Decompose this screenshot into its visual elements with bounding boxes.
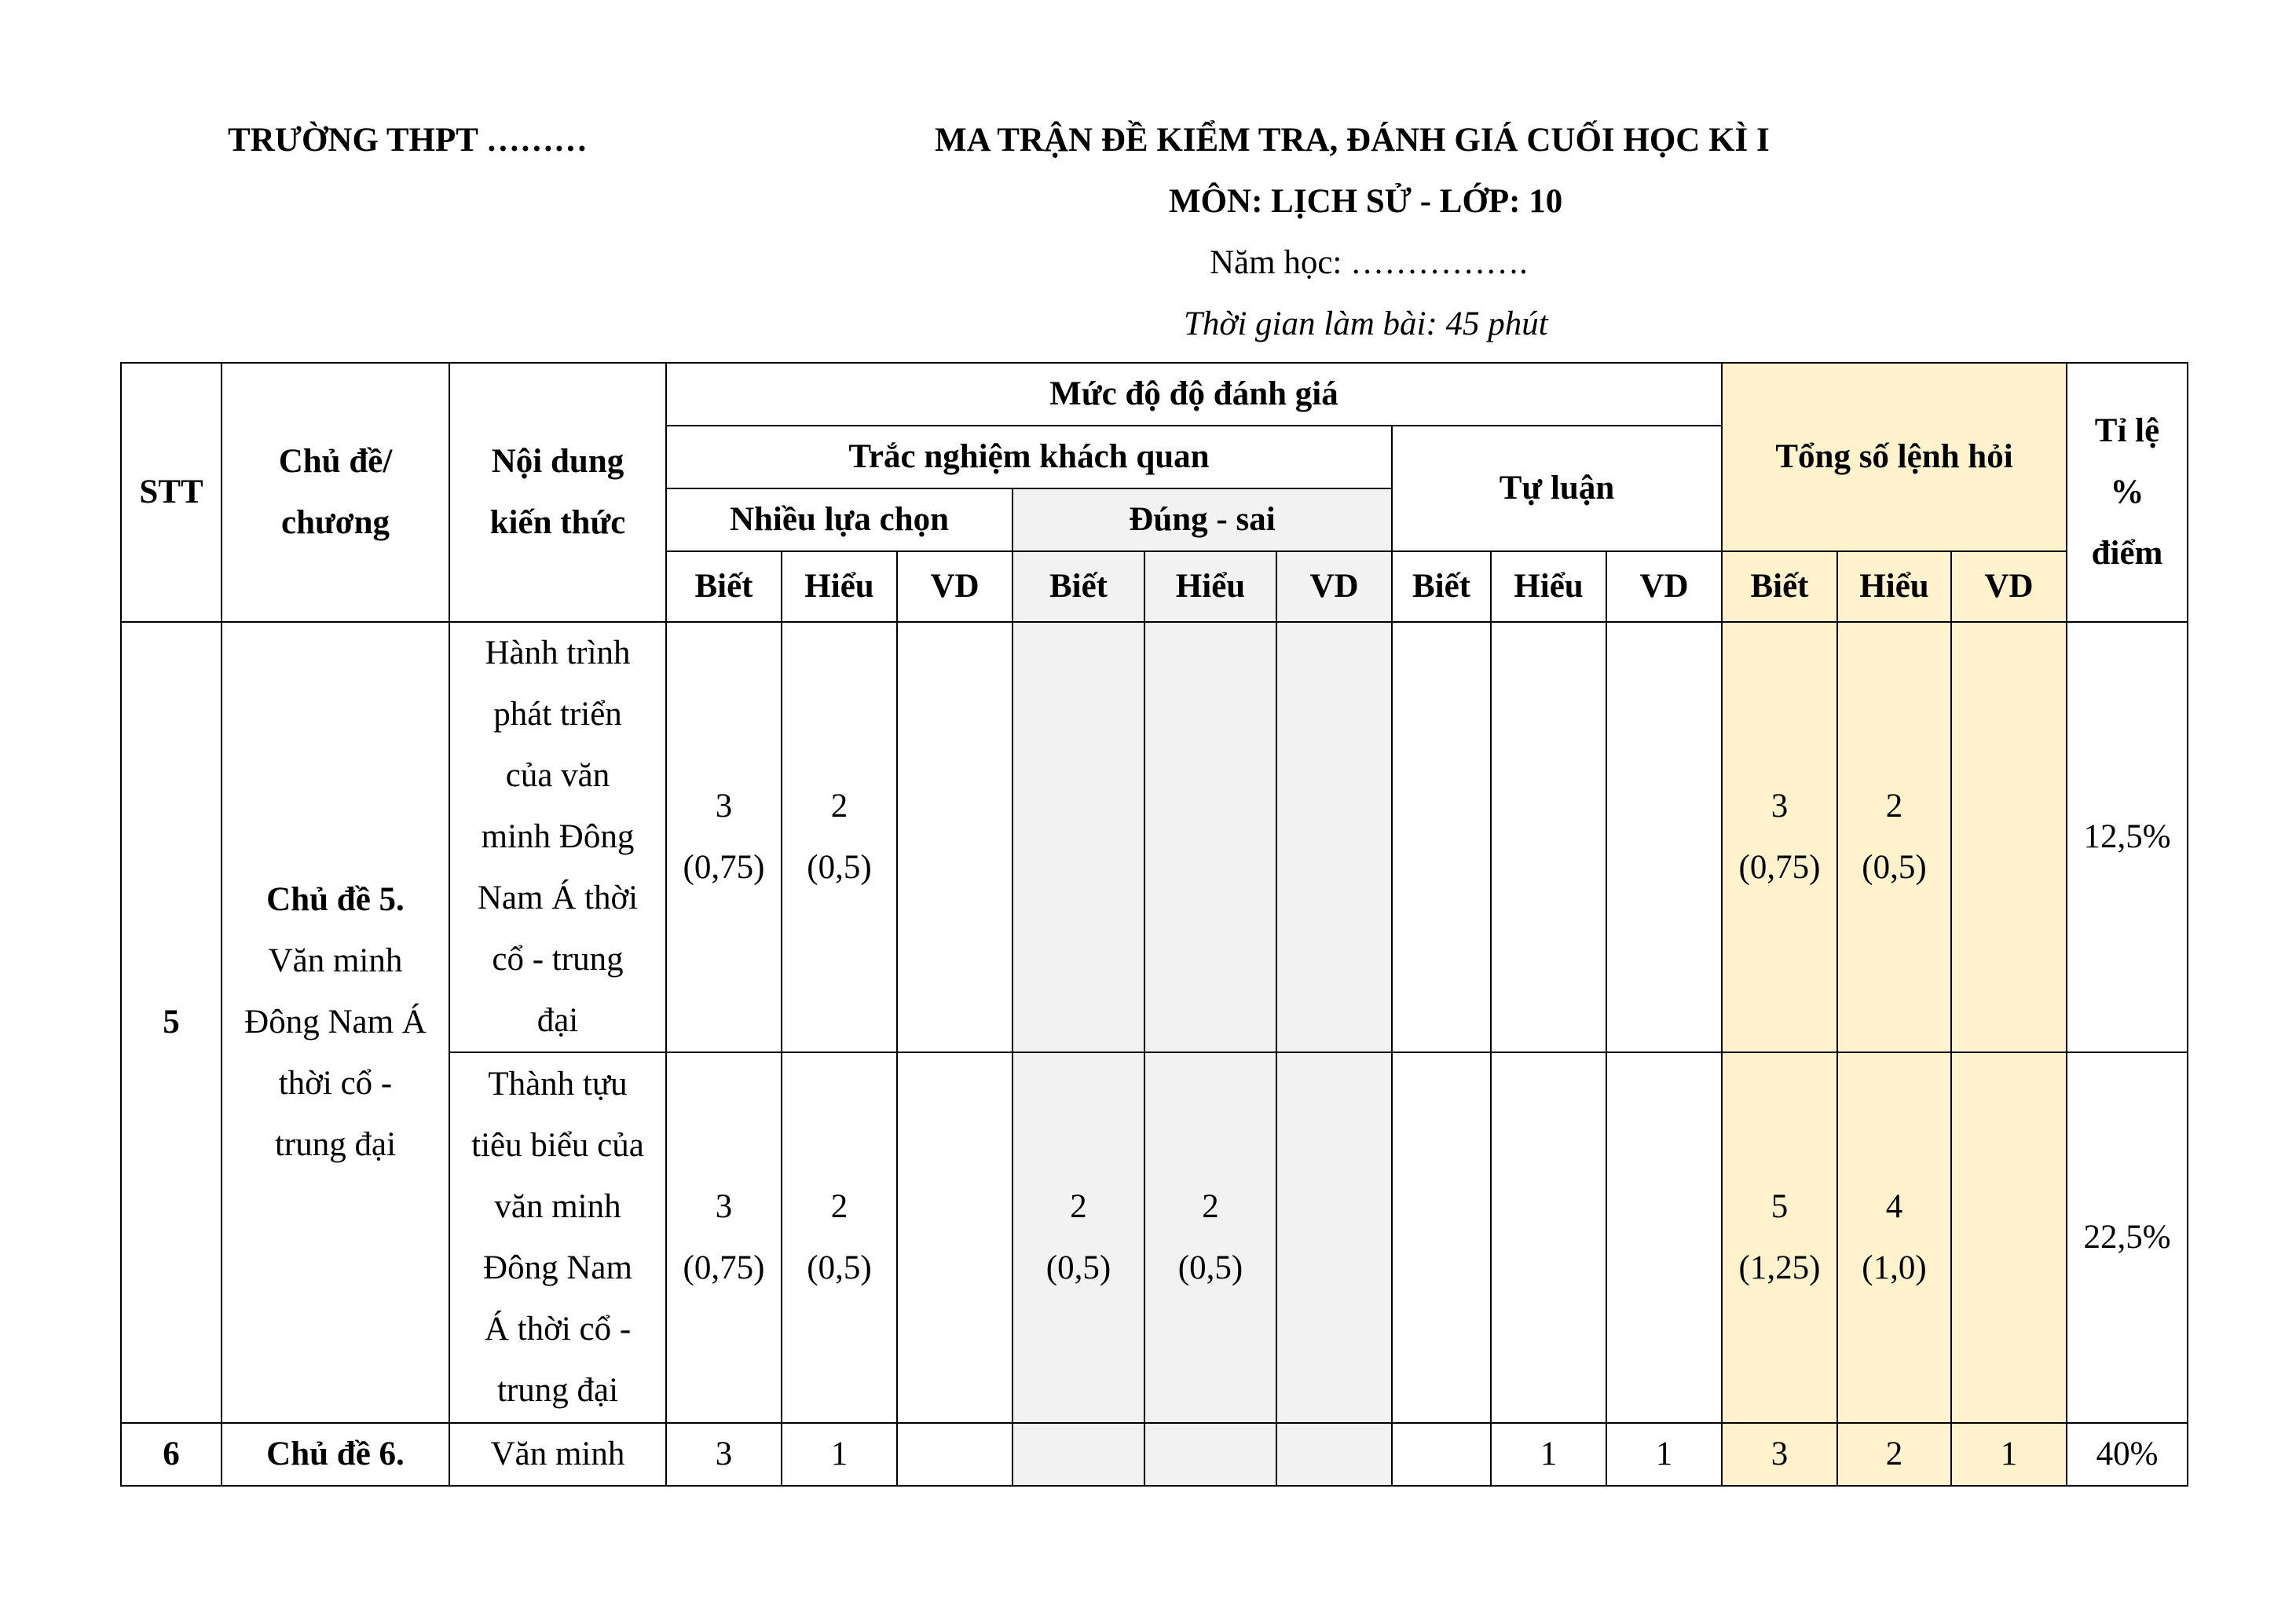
level-header: VD bbox=[1276, 551, 1392, 622]
level-header: Hiểu bbox=[1491, 551, 1606, 622]
total-biet-cell bbox=[1722, 622, 1837, 1052]
tl-vd-cell bbox=[1606, 622, 1722, 1052]
score-ratio-header-line: % bbox=[2110, 474, 2144, 510]
level-header: VD bbox=[897, 551, 1013, 622]
assessment-level-header: Mức độ độ đánh giá bbox=[666, 363, 1722, 426]
ds-hieu-cell bbox=[1144, 1423, 1276, 1486]
score-value: (1,0) bbox=[1862, 1249, 1927, 1286]
mc-biet-cell bbox=[666, 622, 782, 1052]
school-year: Năm học: ……………. bbox=[1210, 244, 1528, 281]
level-header: Hiểu bbox=[1837, 551, 1951, 622]
ratio-cell: 12,5% bbox=[2067, 622, 2188, 1052]
level-header: Biết bbox=[1392, 551, 1491, 622]
level-header: Hiểu bbox=[1144, 551, 1276, 622]
score-value: (0,5) bbox=[1177, 1249, 1243, 1286]
total-vd-cell: 1 bbox=[1951, 1423, 2067, 1486]
topic-line: thời cổ - bbox=[278, 1065, 393, 1102]
topic-line: trung đại bbox=[274, 1126, 397, 1163]
content-line: của văn bbox=[505, 757, 610, 794]
total-vd-cell bbox=[1951, 1052, 2067, 1423]
document-title: MA TRẬN ĐỀ KIỂM TRA, ĐÁNH GIÁ CUỐI HỌC KÌ I bbox=[935, 122, 1770, 159]
score-ratio-header bbox=[2067, 363, 2188, 622]
mc-hieu-cell bbox=[782, 1052, 897, 1423]
total-biet-cell: 3 bbox=[1722, 1423, 1837, 1486]
count-value: 3 bbox=[715, 788, 733, 825]
mc-vd-cell bbox=[897, 622, 1013, 1052]
col-content-header bbox=[449, 363, 666, 622]
col-topic-header-line: chương bbox=[280, 504, 390, 541]
score-value: (0,5) bbox=[1045, 1249, 1111, 1286]
level-header: VD bbox=[1951, 551, 2067, 622]
mc-vd-cell bbox=[897, 1052, 1013, 1423]
tl-vd-cell: 1 bbox=[1606, 1423, 1722, 1486]
mc-vd-cell bbox=[897, 1423, 1013, 1486]
content-line: Đông Nam bbox=[483, 1249, 632, 1286]
count-value: 3 bbox=[1771, 788, 1789, 825]
content-line: đại bbox=[536, 1002, 579, 1039]
ds-biet-cell bbox=[1013, 622, 1144, 1052]
ds-hieu-cell bbox=[1144, 1052, 1276, 1423]
total-questions-header: Tổng số lệnh hỏi bbox=[1722, 363, 2067, 551]
ds-biet-cell bbox=[1013, 1052, 1144, 1423]
topic-line: Đông Nam Á bbox=[244, 1004, 427, 1041]
content-line: phát triển bbox=[493, 696, 622, 733]
content-line: cổ - trung bbox=[492, 941, 624, 978]
topic-cell bbox=[222, 622, 449, 1423]
content-cell: Văn minh bbox=[449, 1423, 666, 1486]
score-value: (0,75) bbox=[1738, 849, 1821, 886]
content-line: Hành trình bbox=[485, 635, 631, 671]
content-line: Nam Á thời bbox=[477, 880, 639, 916]
subject-line: MÔN: LỊCH SỬ - LỚP: 10 bbox=[1169, 183, 1563, 220]
content-line: Á thời cổ - bbox=[484, 1311, 632, 1348]
ds-vd-cell bbox=[1276, 622, 1392, 1052]
count-value: 3 bbox=[715, 1188, 733, 1225]
col-stt-header: STT bbox=[121, 363, 222, 622]
content-cell bbox=[449, 622, 666, 1052]
score-ratio-header-line: điểm bbox=[2091, 535, 2163, 572]
level-header: Biết bbox=[1013, 551, 1144, 622]
mc-hieu-cell bbox=[782, 622, 897, 1052]
content-cell bbox=[449, 1052, 666, 1423]
table-row bbox=[121, 1423, 2188, 1486]
score-value: (0,5) bbox=[1862, 849, 1927, 886]
ratio-cell: 22,5% bbox=[2067, 1052, 2188, 1423]
tl-hieu-cell bbox=[1491, 1052, 1606, 1423]
content-line: trung đại bbox=[496, 1372, 619, 1409]
ratio-cell: 40% bbox=[2067, 1423, 2188, 1486]
level-header: Biết bbox=[666, 551, 782, 622]
stt-cell: 5 bbox=[121, 622, 222, 1423]
true-false-header: Đúng - sai bbox=[1013, 488, 1392, 551]
score-ratio-header-line: Tỉ lệ bbox=[2094, 412, 2160, 449]
exam-duration: Thời gian làm bài: 45 phút bbox=[1184, 305, 1548, 342]
count-value: 2 bbox=[1070, 1188, 1087, 1225]
level-header: Hiểu bbox=[782, 551, 897, 622]
score-value: (1,25) bbox=[1738, 1249, 1821, 1286]
ds-biet-cell bbox=[1013, 1423, 1144, 1486]
header-row-1 bbox=[121, 363, 2188, 426]
content-line: văn minh bbox=[494, 1188, 621, 1225]
total-vd-cell bbox=[1951, 622, 2067, 1052]
assessment-matrix-table bbox=[120, 362, 2188, 1487]
score-value: (0,5) bbox=[807, 1249, 872, 1286]
topic-title: Chủ đề 5. bbox=[266, 881, 405, 918]
topic-cell: Chủ đề 6. bbox=[222, 1423, 449, 1486]
mc-hieu-cell: 1 bbox=[782, 1423, 897, 1486]
content-line: tiêu biểu của bbox=[471, 1127, 644, 1164]
ds-hieu-cell bbox=[1144, 622, 1276, 1052]
multiple-choice-header: Nhiều lựa chọn bbox=[666, 488, 1013, 551]
ds-vd-cell bbox=[1276, 1423, 1392, 1486]
level-header: VD bbox=[1606, 551, 1722, 622]
tl-biet-cell bbox=[1392, 1052, 1491, 1423]
content-line: minh Đông bbox=[481, 818, 635, 855]
school-name: TRƯỜNG THPT ……… bbox=[228, 122, 588, 159]
tl-biet-cell bbox=[1392, 1423, 1491, 1486]
col-content-header-line: Nội dung bbox=[491, 443, 624, 480]
col-topic-header-line: Chủ đề/ bbox=[278, 443, 393, 480]
content-line: Thành tựu bbox=[488, 1066, 628, 1103]
score-value: (0,75) bbox=[683, 1249, 765, 1286]
essay-header: Tự luận bbox=[1392, 426, 1722, 551]
tl-hieu-cell bbox=[1491, 622, 1606, 1052]
ds-vd-cell bbox=[1276, 1052, 1392, 1423]
objective-test-header: Trắc nghiệm khách quan bbox=[666, 426, 1392, 488]
count-value: 5 bbox=[1771, 1188, 1789, 1225]
score-value: (0,75) bbox=[683, 849, 765, 886]
tl-biet-cell bbox=[1392, 622, 1491, 1052]
count-value: 2 bbox=[830, 1188, 848, 1225]
total-hieu-cell bbox=[1837, 1052, 1951, 1423]
total-biet-cell bbox=[1722, 1052, 1837, 1423]
count-value: 2 bbox=[1885, 788, 1903, 825]
total-hieu-cell: 2 bbox=[1837, 1423, 1951, 1486]
mc-biet-cell bbox=[666, 1052, 782, 1423]
topic-line: Văn minh bbox=[268, 942, 403, 979]
stt-cell: 6 bbox=[121, 1423, 222, 1486]
count-value: 2 bbox=[1202, 1188, 1219, 1225]
mc-biet-cell: 3 bbox=[666, 1423, 782, 1486]
count-value: 2 bbox=[830, 788, 848, 825]
count-value: 4 bbox=[1885, 1188, 1903, 1225]
score-value: (0,5) bbox=[807, 849, 872, 886]
total-hieu-cell bbox=[1837, 622, 1951, 1052]
col-topic-header bbox=[222, 363, 449, 622]
tl-vd-cell bbox=[1606, 1052, 1722, 1423]
tl-hieu-cell: 1 bbox=[1491, 1423, 1606, 1486]
table-row bbox=[121, 622, 2188, 1052]
col-content-header-line: kiến thức bbox=[489, 504, 626, 541]
level-header: Biết bbox=[1722, 551, 1837, 622]
